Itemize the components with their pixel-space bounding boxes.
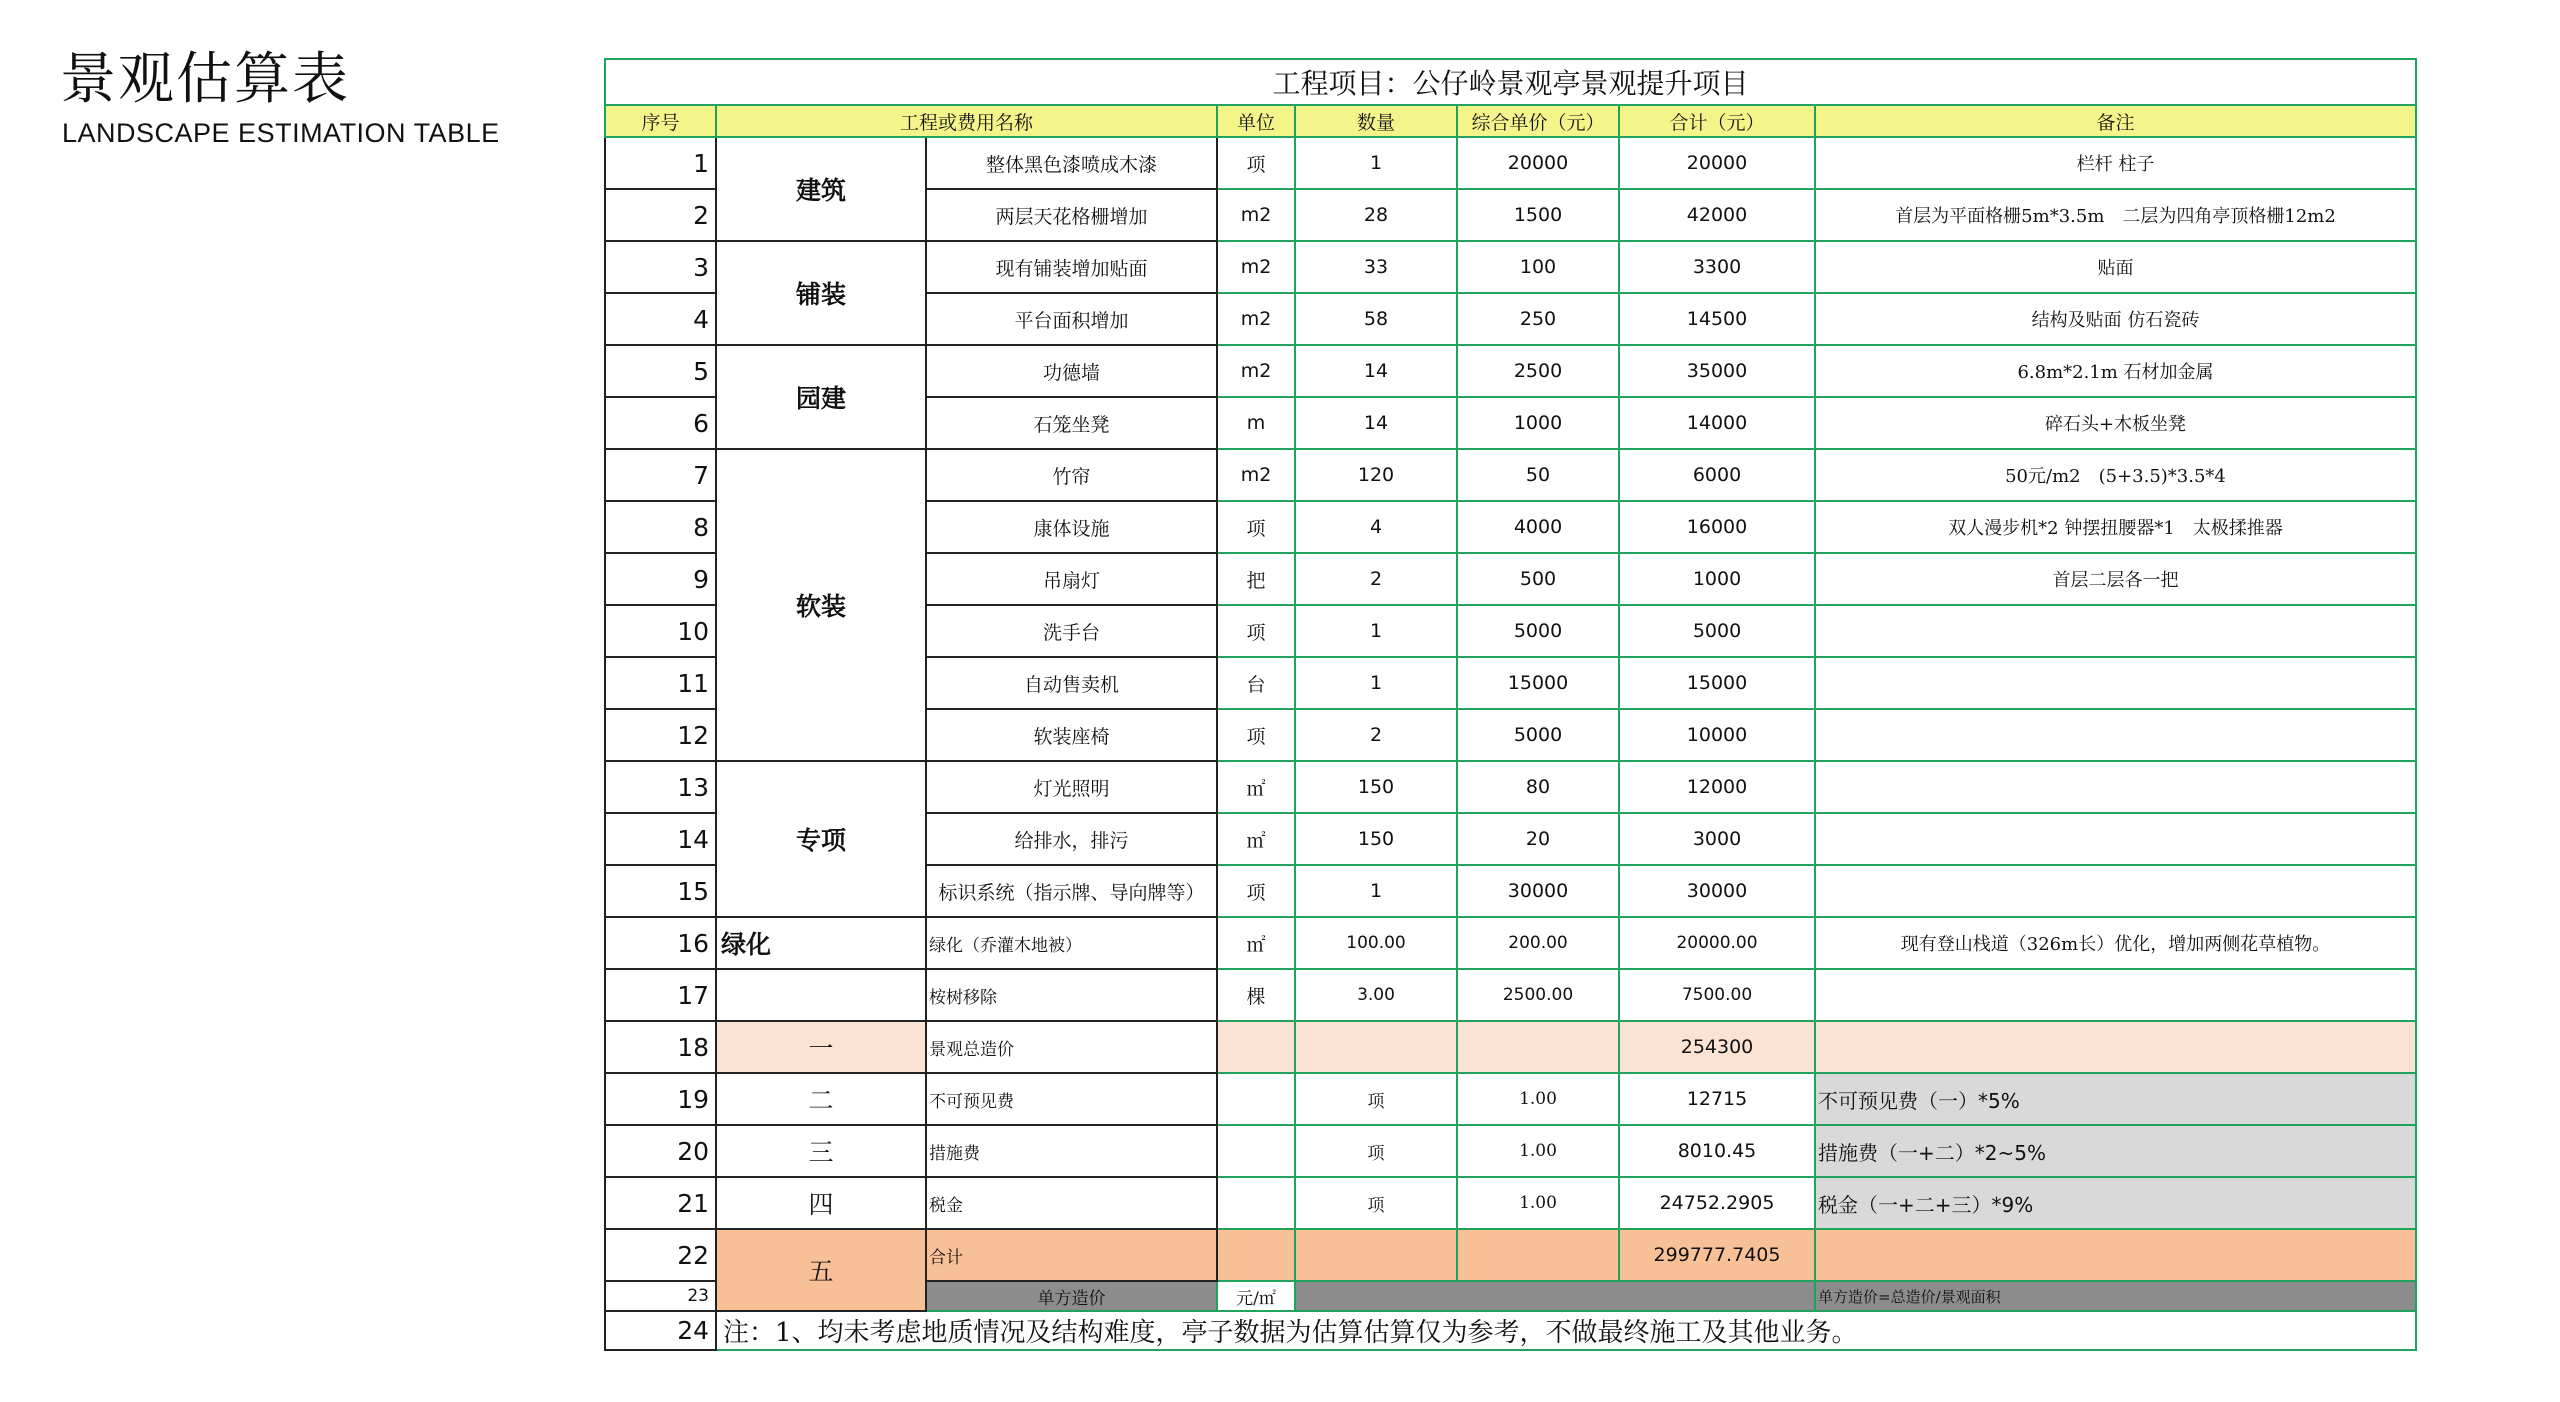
item-total: 6000 — [1619, 449, 1815, 501]
row-number: 6 — [605, 397, 716, 449]
item-qty: 58 — [1295, 293, 1457, 345]
item-price: 20000 — [1457, 137, 1619, 189]
item-unit: 元/㎡ — [1217, 1281, 1295, 1311]
footnote: 注：1、均未考虑地质情况及结构难度，亭子数据为估算估算仅为参考，不做最终施工及其他业务。 — [716, 1311, 2416, 1350]
item-name: 给排水，排污 — [926, 813, 1217, 865]
item-name: 合计 — [926, 1229, 1217, 1281]
row-number: 12 — [605, 709, 716, 761]
row-number: 14 — [605, 813, 716, 865]
item-unit: 台 — [1217, 657, 1295, 709]
table-row — [605, 1177, 2416, 1229]
category-cell: 五 — [716, 1229, 926, 1311]
row-number: 11 — [605, 657, 716, 709]
item-remark — [1815, 709, 2416, 761]
table-row — [605, 1021, 2416, 1073]
category-cell: 二 — [716, 1073, 926, 1125]
item-remark: 首层为平面格栅5m*3.5m 二层为四角亭顶格栅12m2 — [1815, 189, 2416, 241]
item-total: 20000 — [1619, 137, 1815, 189]
row-number: 19 — [605, 1073, 716, 1125]
item-unit — [1217, 1073, 1295, 1125]
item-qty: 100.00 — [1295, 917, 1457, 969]
item-total: 42000 — [1619, 189, 1815, 241]
item-name: 两层天花格栅增加 — [926, 189, 1217, 241]
row-number: 23 — [605, 1281, 716, 1311]
item-total: 14500 — [1619, 293, 1815, 345]
item-price: 100 — [1457, 241, 1619, 293]
row-number: 8 — [605, 501, 716, 553]
item-price: 80 — [1457, 761, 1619, 813]
table-row — [605, 1073, 2416, 1125]
item-qty — [1295, 1021, 1457, 1073]
category-cell: 专项 — [716, 761, 926, 917]
item-unit: 把 — [1217, 553, 1295, 605]
row-number: 9 — [605, 553, 716, 605]
item-remark — [1815, 813, 2416, 865]
item-unit — [1217, 1021, 1295, 1073]
table-row — [605, 917, 2416, 969]
item-qty: 4 — [1295, 501, 1457, 553]
col-header: 合计（元） — [1619, 105, 1815, 137]
item-qty: 1 — [1295, 137, 1457, 189]
item-name: 灯光照明 — [926, 761, 1217, 813]
item-total: 20000.00 — [1619, 917, 1815, 969]
item-unit — [1217, 1229, 1295, 1281]
project-title: 工程项目：公仔岭景观亭景观提升项目 — [605, 59, 2416, 105]
item-unit: ㎡ — [1217, 761, 1295, 813]
item-total: 35000 — [1619, 345, 1815, 397]
row-number: 4 — [605, 293, 716, 345]
item-price: 2500.00 — [1457, 969, 1619, 1021]
item-remark: 措施费（一+二）*2~5% — [1815, 1125, 2416, 1177]
col-header: 综合单价（元） — [1457, 105, 1619, 137]
item-total: 3000 — [1619, 813, 1815, 865]
row-number: 20 — [605, 1125, 716, 1177]
category-cell: 建筑 — [716, 137, 926, 241]
item-name: 桉树移除 — [926, 969, 1217, 1021]
item-remark: 现有登山栈道（326m长）优化，增加两侧花草植物。 — [1815, 917, 2416, 969]
category-cell: 三 — [716, 1125, 926, 1177]
item-unit: m — [1217, 397, 1295, 449]
item-total: 1000 — [1619, 553, 1815, 605]
item-name: 自动售卖机 — [926, 657, 1217, 709]
item-qty: 项 — [1295, 1125, 1457, 1177]
item-qty: 1 — [1295, 865, 1457, 917]
item-remark: 6.8m*2.1m 石材加金属 — [1815, 345, 2416, 397]
row-number: 2 — [605, 189, 716, 241]
col-header: 单位 — [1217, 105, 1295, 137]
item-price: 15000 — [1457, 657, 1619, 709]
item-price: 1.00 — [1457, 1125, 1619, 1177]
table-row — [605, 449, 2416, 501]
item-qty — [1295, 1229, 1457, 1281]
item-name: 措施费 — [926, 1125, 1217, 1177]
category-cell: 园建 — [716, 345, 926, 449]
item-total: 12715 — [1619, 1073, 1815, 1125]
item-unit: ㎡ — [1217, 813, 1295, 865]
item-total: 12000 — [1619, 761, 1815, 813]
item-total: 8010.45 — [1619, 1125, 1815, 1177]
item-price: 1.00 — [1457, 1177, 1619, 1229]
item-unit: 项 — [1217, 709, 1295, 761]
item-qty: 14 — [1295, 397, 1457, 449]
item-price: 20 — [1457, 813, 1619, 865]
item-price: 1500 — [1457, 189, 1619, 241]
item-qty: 1 — [1295, 605, 1457, 657]
item-unit: 项 — [1217, 137, 1295, 189]
item-name: 现有铺装增加贴面 — [926, 241, 1217, 293]
item-qty: 150 — [1295, 761, 1457, 813]
item-remark: 不可预见费（一）*5% — [1815, 1073, 2416, 1125]
item-name: 康体设施 — [926, 501, 1217, 553]
item-qty: 2 — [1295, 709, 1457, 761]
item-name: 软装座椅 — [926, 709, 1217, 761]
item-remark: 单方造价=总造价/景观面积 — [1815, 1281, 2416, 1311]
item-qty: 2 — [1295, 553, 1457, 605]
item-remark — [1815, 605, 2416, 657]
unit-cost-value — [1295, 1281, 1815, 1311]
item-price: 5000 — [1457, 605, 1619, 657]
row-number: 21 — [605, 1177, 716, 1229]
item-name: 石笼坐凳 — [926, 397, 1217, 449]
item-price: 250 — [1457, 293, 1619, 345]
item-total: 5000 — [1619, 605, 1815, 657]
item-price — [1457, 1229, 1619, 1281]
table-row — [605, 1125, 2416, 1177]
item-qty: 120 — [1295, 449, 1457, 501]
item-qty: 项 — [1295, 1177, 1457, 1229]
item-price: 4000 — [1457, 501, 1619, 553]
item-name: 单方造价 — [926, 1281, 1217, 1311]
table-row — [605, 137, 2416, 189]
item-remark — [1815, 865, 2416, 917]
item-price: 200.00 — [1457, 917, 1619, 969]
category-cell: 四 — [716, 1177, 926, 1229]
item-total: 254300 — [1619, 1021, 1815, 1073]
row-number: 18 — [605, 1021, 716, 1073]
item-unit: m2 — [1217, 449, 1295, 501]
item-name: 标识系统（指示牌、导向牌等） — [926, 865, 1217, 917]
item-price: 5000 — [1457, 709, 1619, 761]
item-remark: 首层二层各一把 — [1815, 553, 2416, 605]
item-unit: ㎡ — [1217, 917, 1295, 969]
item-total: 30000 — [1619, 865, 1815, 917]
row-number: 24 — [605, 1311, 716, 1350]
category-cell: 绿化 — [716, 917, 926, 969]
row-number: 10 — [605, 605, 716, 657]
item-qty: 3.00 — [1295, 969, 1457, 1021]
category-cell: 软装 — [716, 449, 926, 761]
row-number: 5 — [605, 345, 716, 397]
item-remark: 结构及贴面 仿石瓷砖 — [1815, 293, 2416, 345]
page-title: 景观估算表 — [60, 47, 350, 112]
item-remark — [1815, 761, 2416, 813]
item-price: 50 — [1457, 449, 1619, 501]
item-price: 1000 — [1457, 397, 1619, 449]
item-qty: 14 — [1295, 345, 1457, 397]
item-unit — [1217, 1125, 1295, 1177]
item-name: 洗手台 — [926, 605, 1217, 657]
item-remark: 碎石头+木板坐凳 — [1815, 397, 2416, 449]
item-name: 税金 — [926, 1177, 1217, 1229]
item-price: 30000 — [1457, 865, 1619, 917]
item-total: 15000 — [1619, 657, 1815, 709]
item-remark — [1815, 657, 2416, 709]
item-name: 平台面积增加 — [926, 293, 1217, 345]
row-number: 17 — [605, 969, 716, 1021]
table-row — [605, 969, 2416, 1021]
category-cell: 一 — [716, 1021, 926, 1073]
col-header: 备注 — [1815, 105, 2416, 137]
row-number: 15 — [605, 865, 716, 917]
table-title-row — [605, 59, 2416, 105]
item-unit: 项 — [1217, 865, 1295, 917]
item-price: 1.00 — [1457, 1073, 1619, 1125]
col-header: 数量 — [1295, 105, 1457, 137]
item-remark: 栏杆 柱子 — [1815, 137, 2416, 189]
item-total: 10000 — [1619, 709, 1815, 761]
item-qty: 33 — [1295, 241, 1457, 293]
table-row — [605, 1229, 2416, 1281]
table-row — [605, 345, 2416, 397]
item-price: 2500 — [1457, 345, 1619, 397]
item-unit: m2 — [1217, 345, 1295, 397]
table-row — [605, 241, 2416, 293]
row-number: 13 — [605, 761, 716, 813]
item-remark: 税金（一+二+三）*9% — [1815, 1177, 2416, 1229]
item-name: 整体黑色漆喷成木漆 — [926, 137, 1217, 189]
item-unit: 项 — [1217, 501, 1295, 553]
item-total: 24752.2905 — [1619, 1177, 1815, 1229]
item-unit: m2 — [1217, 293, 1295, 345]
item-name: 绿化（乔灌木地被） — [926, 917, 1217, 969]
item-total: 7500.00 — [1619, 969, 1815, 1021]
item-qty: 28 — [1295, 189, 1457, 241]
item-remark: 贴面 — [1815, 241, 2416, 293]
item-unit: m2 — [1217, 189, 1295, 241]
item-qty: 1 — [1295, 657, 1457, 709]
col-header: 工程或费用名称 — [716, 105, 1217, 137]
item-remark: 双人漫步机*2 钟摆扭腰器*1 太极揉推器 — [1815, 501, 2416, 553]
item-name: 功德墙 — [926, 345, 1217, 397]
item-total: 3300 — [1619, 241, 1815, 293]
row-number: 16 — [605, 917, 716, 969]
col-header: 序号 — [605, 105, 716, 137]
note-row — [605, 1311, 2416, 1350]
category-cell — [716, 969, 926, 1021]
item-remark — [1815, 969, 2416, 1021]
item-total: 16000 — [1619, 501, 1815, 553]
item-remark — [1815, 1229, 2416, 1281]
item-total: 14000 — [1619, 397, 1815, 449]
item-unit — [1217, 1177, 1295, 1229]
item-name: 吊扇灯 — [926, 553, 1217, 605]
item-name: 竹帘 — [926, 449, 1217, 501]
category-cell: 铺装 — [716, 241, 926, 345]
table-header-row — [605, 105, 2416, 137]
item-name: 不可预见费 — [926, 1073, 1217, 1125]
item-qty: 项 — [1295, 1073, 1457, 1125]
row-number: 3 — [605, 241, 716, 293]
item-total: 299777.7405 — [1619, 1229, 1815, 1281]
item-name: 景观总造价 — [926, 1021, 1217, 1073]
item-price: 500 — [1457, 553, 1619, 605]
row-number: 7 — [605, 449, 716, 501]
table-row — [605, 761, 2416, 813]
item-unit: 项 — [1217, 605, 1295, 657]
item-remark — [1815, 1021, 2416, 1073]
item-unit: 棵 — [1217, 969, 1295, 1021]
row-number: 22 — [605, 1229, 716, 1281]
page-subtitle: LANDSCAPE ESTIMATION TABLE — [62, 118, 500, 148]
item-remark: 50元/m2 (5+3.5)*3.5*4 — [1815, 449, 2416, 501]
estimation-table — [604, 58, 2417, 1351]
item-price — [1457, 1021, 1619, 1073]
row-number: 1 — [605, 137, 716, 189]
item-unit: m2 — [1217, 241, 1295, 293]
item-qty: 150 — [1295, 813, 1457, 865]
